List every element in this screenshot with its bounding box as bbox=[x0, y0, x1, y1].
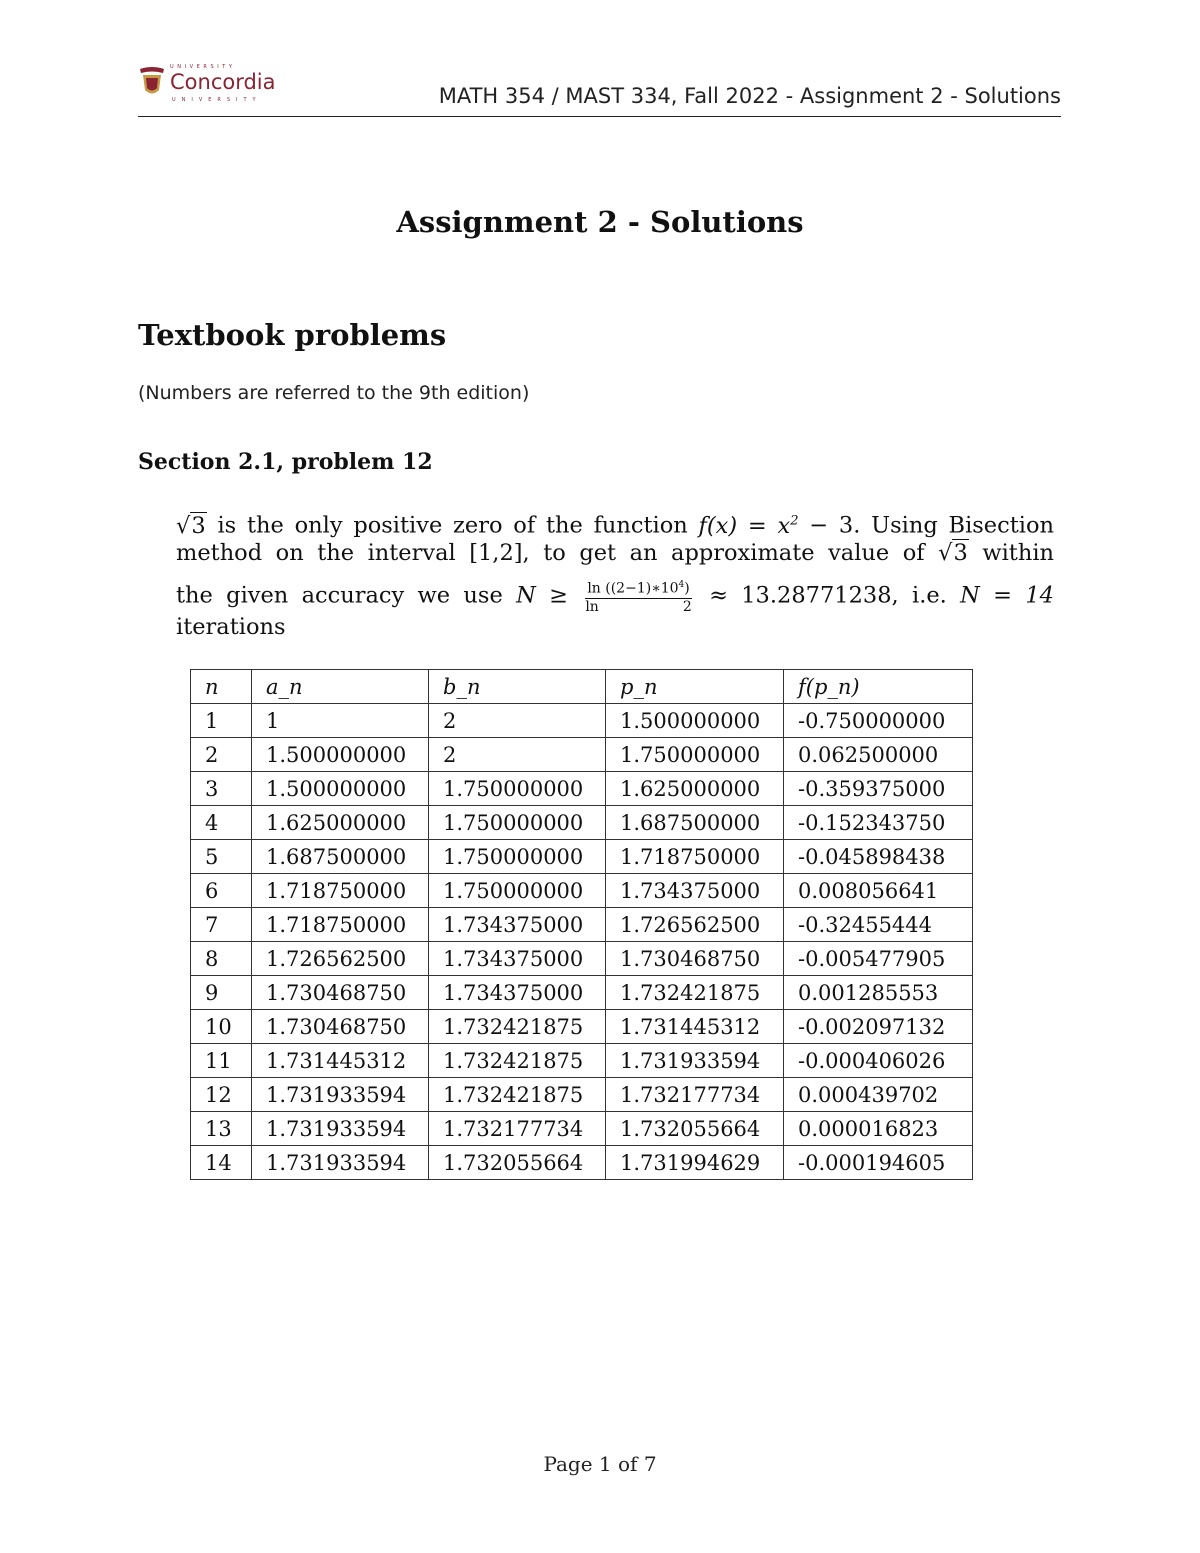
table-cell: 4 bbox=[191, 806, 252, 840]
table-row bbox=[191, 806, 973, 840]
table-cell: 1.750000000 bbox=[429, 840, 606, 874]
table-cell: 1.732177734 bbox=[606, 1078, 784, 1112]
sqrt-expression: √3 bbox=[938, 540, 968, 566]
table-cell: 10 bbox=[191, 1010, 252, 1044]
table-cell: 1.730468750 bbox=[606, 942, 784, 976]
table-cell: 1.731933594 bbox=[252, 1112, 429, 1146]
page-header bbox=[138, 62, 1061, 117]
subsection-heading: Section 2.1, problem 12 bbox=[138, 449, 433, 475]
table-header-row bbox=[191, 670, 973, 704]
column-header-bn: b_n bbox=[429, 670, 606, 704]
table-body bbox=[191, 704, 973, 1180]
inequality-expression: N ≥ bbox=[516, 582, 568, 609]
table-cell: 1.731445312 bbox=[606, 1010, 784, 1044]
table-cell: 1.625000000 bbox=[252, 806, 429, 840]
table-cell: 11 bbox=[191, 1044, 252, 1078]
column-header-pn: p_n bbox=[606, 670, 784, 704]
table-cell: 1.734375000 bbox=[429, 908, 606, 942]
table-cell: 1.750000000 bbox=[606, 738, 784, 772]
table-cell: 2 bbox=[429, 738, 606, 772]
table-cell: 1.731933594 bbox=[252, 1146, 429, 1180]
table-cell: 3 bbox=[191, 772, 252, 806]
table-cell: -0.152343750 bbox=[784, 806, 973, 840]
table-cell: 9 bbox=[191, 976, 252, 1010]
sqrt-expression: √3 bbox=[176, 512, 206, 539]
table-cell: 1.730468750 bbox=[252, 1010, 429, 1044]
edition-note: (Numbers are referred to the 9th edition) bbox=[138, 382, 530, 404]
table-cell: 1.734375000 bbox=[606, 874, 784, 908]
table-cell: 1.732055664 bbox=[606, 1112, 784, 1146]
logo-sub-text: U N I V E R S I T Y bbox=[172, 97, 258, 103]
table-cell: 1.731445312 bbox=[252, 1044, 429, 1078]
fraction-expression: $\frac{\ln ((2-1)∗10^4)}{\ln 2}$ bbox=[585, 580, 692, 615]
table-row bbox=[191, 1044, 973, 1078]
approximation-text: ≈ 13.28771238, i.e. bbox=[709, 582, 947, 609]
table-cell: -0.000406026 bbox=[784, 1044, 973, 1078]
bisection-table bbox=[190, 669, 973, 1180]
logo-crest-icon bbox=[140, 67, 164, 94]
table-cell: 1.625000000 bbox=[606, 772, 784, 806]
paragraph-text: method on the interval [1,2], to get an approximate value of bbox=[176, 540, 925, 566]
running-header-title: MATH 354 / MAST 334, Fall 2022 - Assignment 2 - Solutions bbox=[438, 84, 1061, 108]
table-cell: 0.062500000 bbox=[784, 738, 973, 772]
paragraph-text: − 3. Using Bisection bbox=[809, 512, 1054, 539]
table-cell: 1.726562500 bbox=[252, 942, 429, 976]
table-row bbox=[191, 874, 973, 908]
table-cell: -0.002097132 bbox=[784, 1010, 973, 1044]
table-cell: 5 bbox=[191, 840, 252, 874]
table-cell: 1.726562500 bbox=[606, 908, 784, 942]
paragraph-text: the given accuracy we use bbox=[176, 582, 503, 609]
table-cell: 1.732421875 bbox=[606, 976, 784, 1010]
table-cell: 1.734375000 bbox=[429, 976, 606, 1010]
table-row bbox=[191, 1010, 973, 1044]
table-cell: 1.500000000 bbox=[606, 704, 784, 738]
table-cell: 1.500000000 bbox=[252, 738, 429, 772]
function-expression: $f(x) = x^2$ bbox=[698, 512, 799, 539]
table-row bbox=[191, 840, 973, 874]
table-cell: 6 bbox=[191, 874, 252, 908]
table-row bbox=[191, 704, 973, 738]
concordia-logo bbox=[138, 64, 308, 104]
paragraph-line-2 bbox=[176, 537, 1054, 570]
table-cell: 13 bbox=[191, 1112, 252, 1146]
logo-wordmark: Concordia bbox=[170, 70, 276, 94]
table-cell: 2 bbox=[191, 738, 252, 772]
column-header-an: a_n bbox=[252, 670, 429, 704]
table-row bbox=[191, 942, 973, 976]
page-number: Page 1 of 7 bbox=[543, 1452, 657, 1476]
column-header-fpn: f(p_n) bbox=[784, 670, 973, 704]
paragraph-line-4: iterations bbox=[176, 614, 286, 640]
table-cell: 1.732177734 bbox=[429, 1112, 606, 1146]
table-cell: 1.734375000 bbox=[429, 942, 606, 976]
table-cell: 0.000439702 bbox=[784, 1078, 973, 1112]
table-row bbox=[191, 772, 973, 806]
table-cell: 1.500000000 bbox=[252, 772, 429, 806]
table-cell: -0.750000000 bbox=[784, 704, 973, 738]
table-cell: -0.045898438 bbox=[784, 840, 973, 874]
table-cell: 1.731933594 bbox=[606, 1044, 784, 1078]
table-cell: 1.718750000 bbox=[252, 908, 429, 942]
paragraph-text: is the only positive zero of the function bbox=[217, 512, 688, 539]
paragraph-text: within bbox=[982, 540, 1055, 566]
table-cell: 2 bbox=[429, 704, 606, 738]
table-row bbox=[191, 908, 973, 942]
table-cell: -0.000194605 bbox=[784, 1146, 973, 1180]
table-row bbox=[191, 1112, 973, 1146]
section-heading: Textbook problems bbox=[138, 318, 447, 352]
document-title: Assignment 2 - Solutions bbox=[396, 205, 804, 239]
table-cell: 7 bbox=[191, 908, 252, 942]
table-row bbox=[191, 1146, 973, 1180]
table-cell: 1.731933594 bbox=[252, 1078, 429, 1112]
table-cell: 1.687500000 bbox=[252, 840, 429, 874]
table-row bbox=[191, 1078, 973, 1112]
table-cell: 12 bbox=[191, 1078, 252, 1112]
table-cell: -0.005477905 bbox=[784, 942, 973, 976]
table-cell: -0.32455444 bbox=[784, 908, 973, 942]
table-cell: 1.732421875 bbox=[429, 1010, 606, 1044]
table-cell: 1.687500000 bbox=[606, 806, 784, 840]
table-cell: -0.359375000 bbox=[784, 772, 973, 806]
table-cell: 1.750000000 bbox=[429, 772, 606, 806]
table-cell: 1.731994629 bbox=[606, 1146, 784, 1180]
table-cell: 1.732421875 bbox=[429, 1044, 606, 1078]
table-cell: 1.730468750 bbox=[252, 976, 429, 1010]
table-cell: 8 bbox=[191, 942, 252, 976]
table-cell: 0.000016823 bbox=[784, 1112, 973, 1146]
table-cell: 0.001285553 bbox=[784, 976, 973, 1010]
table-cell: 1.750000000 bbox=[429, 874, 606, 908]
table-cell: 1.718750000 bbox=[606, 840, 784, 874]
logo-top-text: U N I V E R S I T Y bbox=[170, 64, 233, 70]
table-cell: 1 bbox=[191, 704, 252, 738]
paragraph-line-3 bbox=[176, 578, 1054, 615]
table-cell: 1.718750000 bbox=[252, 874, 429, 908]
table-cell: 1.732421875 bbox=[429, 1078, 606, 1112]
table-cell: 1.750000000 bbox=[429, 806, 606, 840]
table-cell: 1.732055664 bbox=[429, 1146, 606, 1180]
table-cell: 0.008056641 bbox=[784, 874, 973, 908]
column-header-n: n bbox=[191, 670, 252, 704]
table-cell: 14 bbox=[191, 1146, 252, 1180]
table-cell: 1 bbox=[252, 704, 429, 738]
table-row bbox=[191, 738, 973, 772]
table-row bbox=[191, 976, 973, 1010]
iteration-count: N = 14 bbox=[960, 582, 1054, 609]
